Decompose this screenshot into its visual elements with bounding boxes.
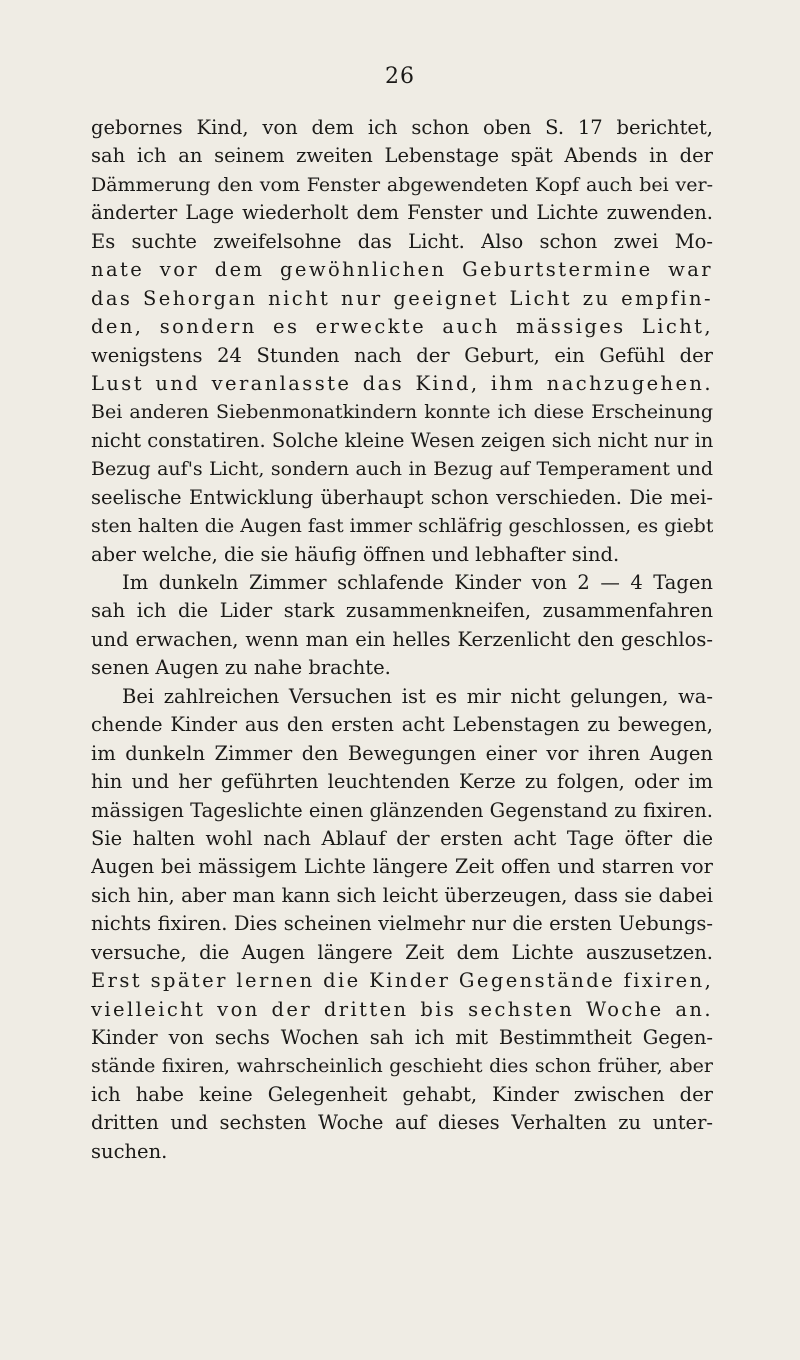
text-line: suchen. <box>91 1139 168 1163</box>
text-line: sah ich an seinem zweiten Lebenstage spät Abends in der <box>91 144 713 168</box>
text-line: nichts fixiren. Dies scheinen vielmehr nur die ersten Uebungs- <box>91 912 713 936</box>
text-line: mässigen Tageslichte einen glänzenden Gegenstand zu fixiren. <box>91 798 713 822</box>
text-line: ich habe keine Gelegenheit gehabt, Kinder zwischen der <box>91 1082 713 1106</box>
text-line: vielleicht von der dritten bis sechsten Woche an. <box>91 997 713 1021</box>
text-line: nate vor dem gewöhnlichen Geburtstermine war <box>91 258 713 282</box>
text-line: Erst später lernen die Kinder Gegenstände fixiren, <box>91 969 713 993</box>
text-line: dritten und sechsten Woche auf dieses Verhalten zu unter- <box>91 1111 713 1135</box>
text-line: den, sondern es erweckte auch mässiges Licht, <box>91 315 713 339</box>
text-line: Bei zahlreichen Versuchen ist es mir nicht gelungen, wa- <box>122 684 713 708</box>
text-line: versuche, die Augen längere Zeit dem Lichte auszusetzen. <box>91 940 713 964</box>
text-line: gebornes Kind, von dem ich schon oben S. 17 berichtet, <box>91 116 713 139</box>
text-line: sich hin, aber man kann sich leicht überzeugen, dass sie dabei <box>91 883 713 907</box>
page-number: 26 <box>385 64 415 89</box>
text-line: Dämmerung den vom Fenster abgewendeten Kopf auch bei ver- <box>91 173 713 196</box>
text-line: änderter Lage wiederholt dem Fenster und Lichte zuwenden. <box>91 201 713 225</box>
text-line: Es suchte zweifelsohne das Licht. Also schon zwei Mo- <box>91 229 713 253</box>
text-line: wenigstens 24 Stunden nach der Geburt, ein Gefühl der <box>91 343 713 367</box>
text-line: sah ich die Lider stark zusammenkneifen, zusammenfahren <box>91 599 713 623</box>
text-line: das Sehorgan nicht nur geeignet Licht zu empfin- <box>91 286 713 310</box>
text-line: Kinder von sechs Wochen sah ich mit Bestimmtheit Gegen- <box>91 1026 713 1049</box>
text-line: Augen bei mässigem Lichte längere Zeit offen und starren vor <box>91 855 713 879</box>
text-line: Sie halten wohl nach Ablauf der ersten acht Tage öfter die <box>91 826 713 850</box>
text-line: seelische Entwicklung überhaupt schon verschieden. Die mei- <box>91 485 713 509</box>
text-line: senen Augen zu nahe brachte. <box>91 656 391 680</box>
text-line: stände fixiren, wahrscheinlich geschieht dies schon früher, aber <box>91 1055 713 1078</box>
text-line: und erwachen, wenn man ein helles Kerzenlicht den geschlos- <box>91 627 713 651</box>
body-text <box>91 114 713 1166</box>
text-line: chende Kinder aus den ersten acht Lebenstagen zu bewegen, <box>91 713 713 737</box>
text-line: im dunkeln Zimmer den Bewegungen einer vor ihren Augen <box>91 741 713 765</box>
text-line: hin und her geführten leuchtenden Kerze zu folgen, oder im <box>91 770 713 794</box>
text-line: sten halten die Augen fast immer schläfrig geschlossen, es giebt <box>91 515 713 538</box>
text-line: Im dunkeln Zimmer schlafende Kinder von 2 — 4 Tagen <box>122 571 713 594</box>
text-line: nicht constatiren. Solche kleine Wesen zeigen sich nicht nur in <box>91 428 713 452</box>
text-line: Bei anderen Siebenmonatkindern konnte ich diese Erscheinung <box>91 401 713 424</box>
text-line: Lust und veranlasste das Kind, ihm nachzugehen. <box>91 371 713 395</box>
text-line: aber welche, die sie häufig öffnen und lebhafter sind. <box>91 542 620 566</box>
text-line: Bezug auf's Licht, sondern auch in Bezug auf Temperament und <box>91 458 713 481</box>
